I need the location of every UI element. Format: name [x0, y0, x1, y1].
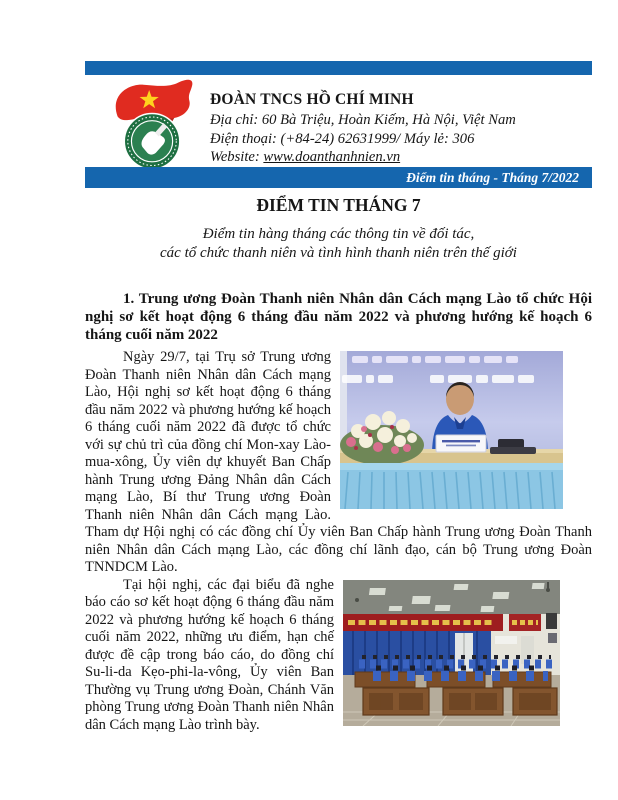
organization-block	[210, 91, 590, 167]
organization-address: Địa chỉ: 60 Bà Triệu, Hoàn Kiếm, Hà Nội, Việt Nam	[210, 112, 516, 128]
subtitle-line-1: Điểm tin hàng tháng các thông tin về đối tác,	[202, 226, 475, 242]
youth-union-emblem-icon	[105, 78, 201, 170]
top-rule-bar	[85, 61, 592, 75]
article-paragraph-1: Ngày 29/7, tại Trụ sở Trung ương Đoàn Thanh niên Nhân dân Cách mạng Lào, Hội nghị sơ kết hoạt động 6 tháng đầu năm 2022 và phương hướng kế hoạch 6 tháng cuối năm 2022 đã được tổ chức với sự chủ trì của đồng chí Mon-xay Lào-mua-xông, Ủy viên dự khuyết Ban Chấp hành Trung ương Đảng Nhân dân Cách mạng Lào, Bí thư Trung ương Đoàn Thanh niên Nhân dân Cách mạng Lào. Tham dự Hội nghị có các đồng chí Ủy viên Ban Chấp hành Trung ương Đoàn Thanh niên Nhân dân Cách mạng Lào, các đồng chí lãnh đạo, cán bộ Trung ương Đoàn TNNDCM Lào.	[85, 349, 592, 575]
article-body	[85, 290, 592, 734]
organization-website-line	[210, 148, 590, 167]
issue-banner	[85, 167, 592, 188]
article-paragraph-2: Tại hội nghị, các đại biểu đã nghe báo cáo sơ kết hoạt động 6 tháng đầu năm 2022 và phương hướng kế hoạch 6 tháng cuối năm 2022, những ưu điểm, hạn chế được đề cập trong báo cáo, do đồng chí Su-li-da Kẹo-phi-la-vông, Ủy viên Ban Thường vụ Trung ương Đoàn, Chánh Văn phòng Trung ương Đoàn Thanh niên Nhân dân Cách mạng Lào trình bày.	[85, 576, 334, 733]
website-link[interactable]: www.doanthanhnien.vn	[263, 149, 401, 166]
website-label: Website:	[210, 149, 264, 166]
masthead	[85, 195, 592, 263]
organization-name: ĐOÀN TNCS HỒ CHÍ MINH	[210, 91, 414, 108]
subtitle-line-2: các tổ chức thanh niên và tình hình thanh niên trên thế giới	[160, 245, 517, 261]
photo-conference-hall	[343, 580, 560, 726]
issue-caption: Điểm tin tháng - Tháng 7/2022	[406, 170, 579, 185]
article-heading: 1. Trung ương Đoàn Thanh niên Nhân dân Cách mạng Lào tổ chức Hội nghị sơ kết hoạt động 6 tháng đầu năm 2022 và phương hướng kế hoạch 6 tháng cuối năm 2022	[85, 291, 592, 343]
photo-conference-speaker	[340, 351, 563, 509]
newsletter-subtitle	[85, 225, 592, 263]
newsletter-title: ĐIỂM TIN THÁNG 7	[256, 195, 421, 215]
organization-phone: Điện thoại: (+84-24) 62631999/ Máy lẻ: 306	[210, 130, 475, 147]
